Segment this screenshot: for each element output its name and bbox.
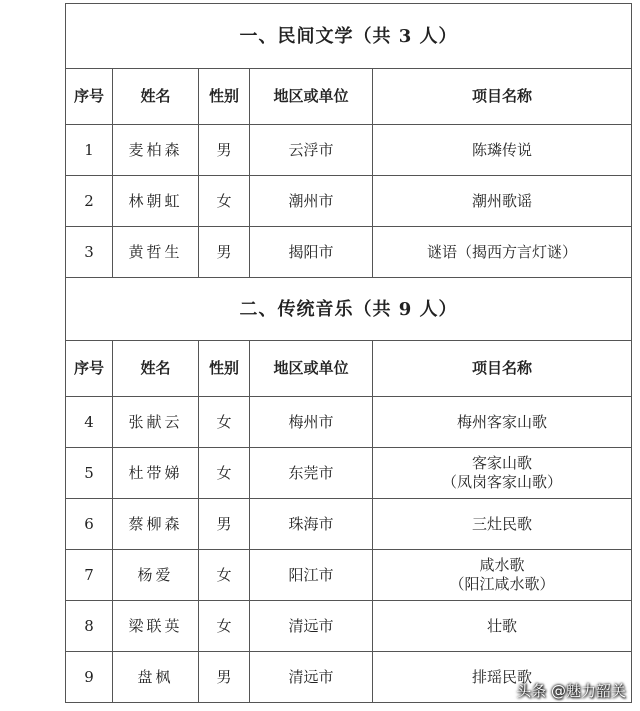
- header-region: 地区或单位: [250, 341, 373, 397]
- project-line: 排瑶民歌: [471, 667, 532, 686]
- cell-project: [373, 499, 632, 550]
- project-line: 潮州歌谣: [471, 191, 532, 210]
- project-line: 咸水歌: [479, 556, 525, 574]
- cell-project: [373, 176, 632, 227]
- cell-no: 8: [66, 601, 113, 652]
- project-line: 三灶民歌: [471, 514, 532, 533]
- header-project: 项目名称: [373, 341, 632, 397]
- cell-name: 杨爱: [113, 550, 199, 601]
- project-subline: （凤岗客家山歌）: [441, 473, 562, 491]
- cell-gender: 女: [199, 176, 250, 227]
- table-row: [66, 227, 632, 278]
- cell-name: 杜带娣: [113, 448, 199, 499]
- cell-gender: 女: [199, 397, 250, 448]
- cell-no: 5: [66, 448, 113, 499]
- table-row: [66, 499, 632, 550]
- cell-project: [373, 125, 632, 176]
- cell-region: 清远市: [250, 601, 373, 652]
- cell-gender: 女: [199, 601, 250, 652]
- header-gender: 性别: [199, 341, 250, 397]
- table-row: [66, 550, 632, 601]
- cell-name: 林朝虹: [113, 176, 199, 227]
- cell-region: 云浮市: [250, 125, 373, 176]
- table-row: [66, 397, 632, 448]
- cell-gender: 女: [199, 550, 250, 601]
- cell-region: 珠海市: [250, 499, 373, 550]
- project-line: 客家山歌: [471, 454, 532, 472]
- cell-name: 盘枫: [113, 652, 199, 703]
- cell-no: 1: [66, 125, 113, 176]
- watermark: 头条 @魅力韶关: [516, 682, 626, 700]
- cell-gender: 女: [199, 448, 250, 499]
- section-title-row: [66, 4, 632, 69]
- header-row: [66, 69, 632, 125]
- header-name: 姓名: [113, 69, 199, 125]
- cell-gender: 男: [199, 227, 250, 278]
- section-title-row: [66, 278, 632, 341]
- cell-region: 阳江市: [250, 550, 373, 601]
- cell-region: 潮州市: [250, 176, 373, 227]
- table-row: [66, 448, 632, 499]
- cell-gender: 男: [199, 499, 250, 550]
- cell-no: 7: [66, 550, 113, 601]
- table-row: [66, 601, 632, 652]
- header-no: 序号: [66, 341, 113, 397]
- cell-name: 张献云: [113, 397, 199, 448]
- project-line: 梅州客家山歌: [456, 412, 547, 431]
- cell-no: 9: [66, 652, 113, 703]
- header-row: [66, 341, 632, 397]
- cell-region: 梅州市: [250, 397, 373, 448]
- cell-name: 黄哲生: [113, 227, 199, 278]
- project-line: 壮歌: [486, 616, 517, 635]
- cell-name: 麦柏森: [113, 125, 199, 176]
- table-row: [66, 125, 632, 176]
- cell-region: 揭阳市: [250, 227, 373, 278]
- cell-project: [373, 601, 632, 652]
- project-line: 陈璘传说: [471, 140, 532, 159]
- header-name: 姓名: [113, 341, 199, 397]
- header-no: 序号: [66, 69, 113, 125]
- project-subline: （阳江咸水歌）: [449, 575, 555, 593]
- cell-region: 清远市: [250, 652, 373, 703]
- cell-name: 蔡柳森: [113, 499, 199, 550]
- cell-no: 4: [66, 397, 113, 448]
- section-title: 二、传统音乐（共 9 人）: [66, 278, 632, 341]
- cell-no: 2: [66, 176, 113, 227]
- table-row: [66, 176, 632, 227]
- cell-no: 6: [66, 499, 113, 550]
- header-project: 项目名称: [373, 69, 632, 125]
- cell-gender: 男: [199, 125, 250, 176]
- cell-name: 梁联英: [113, 601, 199, 652]
- cell-project: [373, 550, 632, 601]
- inheritor-table: [65, 3, 632, 703]
- header-gender: 性别: [199, 69, 250, 125]
- cell-region: 东莞市: [250, 448, 373, 499]
- header-region: 地区或单位: [250, 69, 373, 125]
- cell-project: [373, 397, 632, 448]
- section-title: 一、民间文学（共 3 人）: [66, 4, 632, 69]
- project-line: 谜语（揭西方言灯谜）: [426, 242, 577, 261]
- cell-no: 3: [66, 227, 113, 278]
- cell-project: [373, 227, 632, 278]
- cell-gender: 男: [199, 652, 250, 703]
- cell-project: [373, 448, 632, 499]
